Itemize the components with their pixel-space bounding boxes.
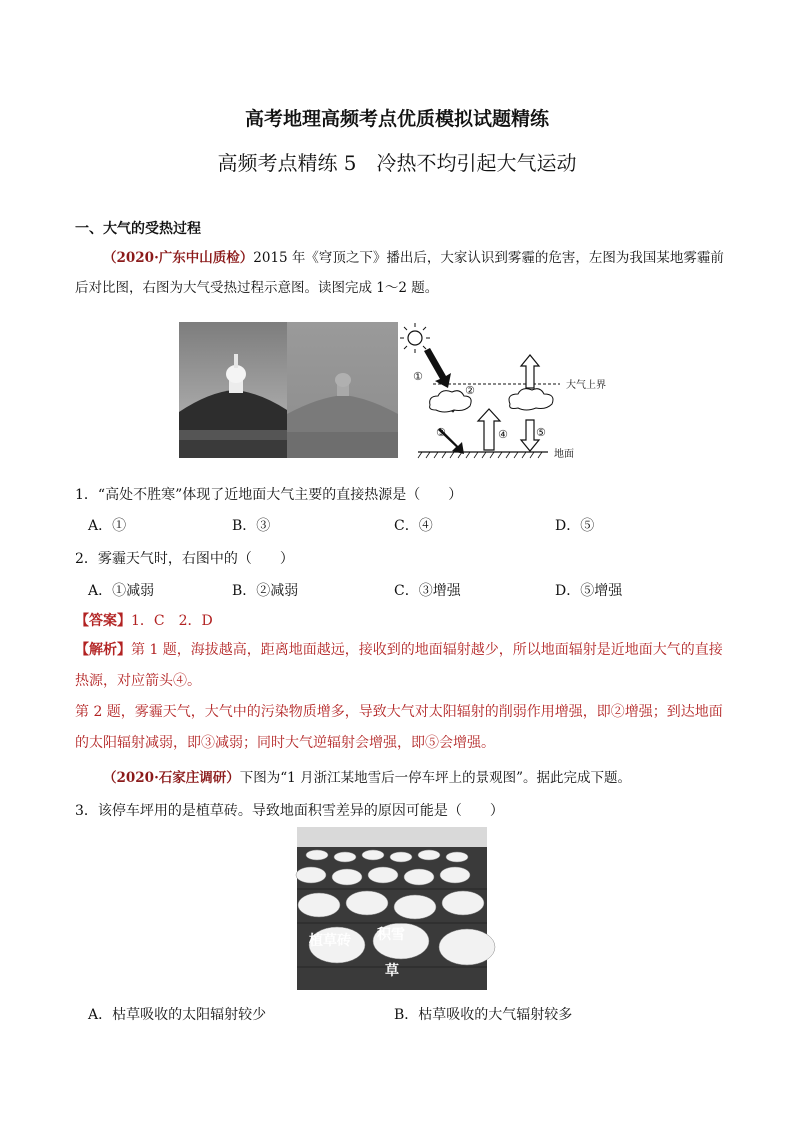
analysis-line-3: 第 2 题，雾霾天气，大气中的污染物质增多，导致大气对太阳辐射的削弱作用增强，即②增强；到达地面 <box>75 704 723 720</box>
q1-option-d: D．⑤ <box>555 518 595 534</box>
q1-option-a: A．① <box>88 518 127 534</box>
q1-option-b: B．③ <box>232 518 271 534</box>
q2-option-c: C．③增强 <box>394 583 461 599</box>
sun-icon <box>400 323 430 353</box>
analysis-line-2: 热源，对应箭头④。 <box>75 673 201 689</box>
doc-subtitle: 高频考点精练 5 冷热不均引起大气运动 <box>217 151 577 175</box>
smog-comparison-photo <box>179 322 398 458</box>
label-1: ① <box>413 370 423 383</box>
q3-option-a: A．枯草吸收的太阳辐射较少 <box>88 1007 267 1023</box>
source-tag: （2020·广东中山质检） <box>103 250 254 266</box>
photo-label-brick: 植草砖 <box>309 933 351 949</box>
question-2-stem: 2．雾霾天气时，右图中的（ ） <box>75 551 294 567</box>
ground-label: 地面 <box>554 449 574 460</box>
intro-paragraph-1 <box>75 243 725 303</box>
label-3: ③ <box>436 426 446 439</box>
heating-process-diagram <box>398 318 606 466</box>
q1-option-c: C．④ <box>394 518 433 534</box>
analysis-block <box>75 635 725 759</box>
q3-option-b: B．枯草吸收的大气辐射较多 <box>394 1007 573 1023</box>
intro-text-b: 后对比图，右图为大气受热过程示意图。读图完成 1～2 题。 <box>75 280 439 296</box>
upper-boundary-label: 大气上界 <box>566 380 606 391</box>
answer-text: 1．C 2．D <box>131 613 213 629</box>
photo-label-snow: 积雪 <box>377 927 405 943</box>
question-3-stem: 3．该停车坪用的是植草砖。导致地面积雪差异的原因可能是（ ） <box>75 803 504 819</box>
answer-label: 【答案】 <box>75 613 131 629</box>
parking-lot-photo <box>297 827 487 990</box>
doc-title: 高考地理高频考点优质模拟试题精练 <box>244 108 549 130</box>
q2-option-b: B．②减弱 <box>232 583 299 599</box>
section-heading: 一、大气的受热过程 <box>75 221 201 237</box>
intro2-text: 下图为“1 月浙江某地雪后一停车坪上的景观图”。据此完成下题。 <box>239 770 631 786</box>
label-2: ② <box>465 384 475 397</box>
label-5: ⑤ <box>536 426 546 439</box>
analysis-label: 【解析】 <box>75 642 131 658</box>
q2-option-d: D．⑤增强 <box>555 583 623 599</box>
intro-paragraph-2 <box>75 763 725 793</box>
analysis-line-1: 第 1 题，海拔越高，距离地面越远，接收到的地面辐射越少，所以地面辐射是近地面大气的直接 <box>131 642 723 658</box>
answer-line <box>75 610 213 630</box>
intro-text-a: 2015 年《穹顶之下》播出后，大家认识到雾霾的危害，左图为我国某地雾霾前 <box>253 250 724 266</box>
source-tag-2: （2020·石家庄调研） <box>103 770 240 786</box>
question-1-stem: 1．“高处不胜寒”体现了近地面大气主要的直接热源是（ ） <box>75 487 463 503</box>
photo-label-grass: 草 <box>385 963 399 979</box>
label-4: ④ <box>498 428 508 441</box>
q2-option-a: A．①减弱 <box>88 583 155 599</box>
analysis-line-4: 的太阳辐射减弱，即③减弱；同时大气逆辐射会增强，即⑤会增强。 <box>75 735 495 751</box>
